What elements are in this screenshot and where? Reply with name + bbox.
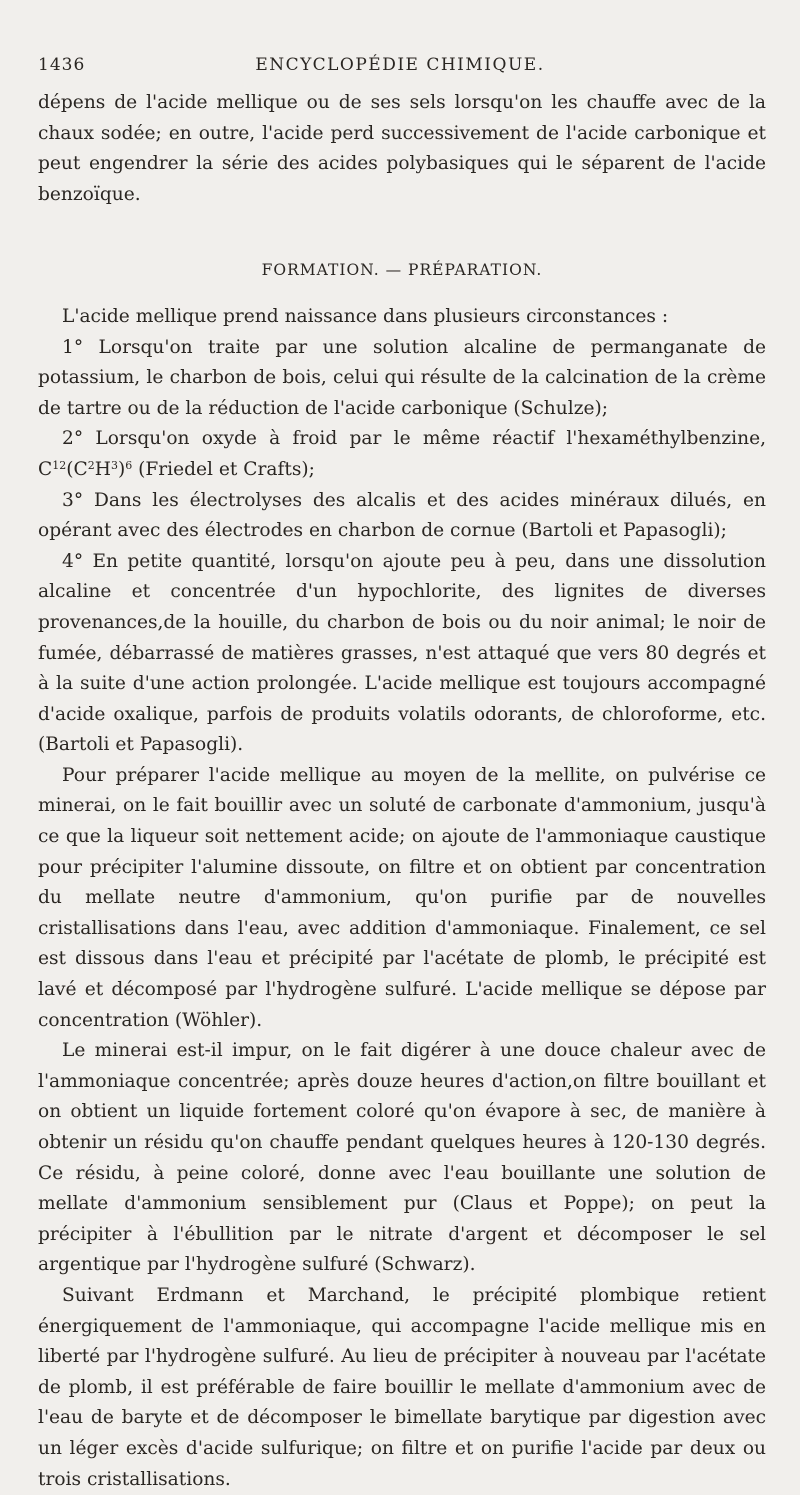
list-item-4: 4° En petite quantité, lorsqu'on ajoute peu à peu, dans une dissolution alcaline et concentrée d'un hypochlorite, des lignites de diverses provenances,de la houille, du charbon de bois ou du noir animal; le noir de fumée, débarrassé de matières grasses, n'est attaqué que vers 80 degrés et à la suite d'une action prolongée. L'acide mellique est toujours accompagné d'acide oxalique, parfois de produits volatils odorants, de chloroforme, etc. (Bartoli et Papasogli). <box>38 550 766 756</box>
section-heading: FORMATION. — PRÉPARATION. <box>261 261 543 280</box>
impure-mineral-paragraph: Le minerai est-il impur, on le fait digérer à une douce chaleur avec de l'ammoniaque concentrée; après douze heures d'action,on filtre bouillant et on obtient un liquide fortement coloré qu'on évapore à sec, de manière à obtenir un résidu qu'on chauffe pendant quelques heures à 120-130 degrés. Ce résidu, à peine coloré, donne avec l'eau bouillante une solution de mellate d'ammonium sensiblement pur (Claus et Poppe); on peut la précipiter à l'ébullition par le nitrate d'argent et décomposer le sel argentique par l'hydrogène sulfuré (Schwarz). <box>38 1040 766 1276</box>
preparation-paragraph: Pour préparer l'acide mellique au moyen de la mellite, on pulvérise ce minerai, on le fait bouillir avec un soluté de carbonate d'ammonium, jusqu'à ce que la liqueur soit nettement acide; on ajoute de l'ammoniaque caustique pour précipiter l'alumine dissoute, on filtre et on obtient par concentration du mellate neutre d'ammonium, qu'on purifie par de nouvelles cristallisations dans l'eau, avec addition d'ammoniaque. Finalement, ce sel est dissous dans l'eau et précipité par l'acétate de plomb, le précipité est lavé et décomposé par l'hydrogène sulfuré. L'acide mellique se dépose par concentration (Wöhler). <box>38 764 766 1031</box>
list-item-1: 1° Lorsqu'on traite par une solution alcaline de permanganate de potassium, le charbon de bois, celui qui résulte de la calcination de la crème de tartre ou de la réduction de l'acide carbonique (Schulze); <box>38 336 766 419</box>
list-item-2-text: 2° Lorsqu'on oxyde à froid par le même réactif l'hexaméthylbenzine, <box>62 428 766 450</box>
erdmann-paragraph: Suivant Erdmann et Marchand, le précipité plombique retient énergiquement de l'ammoniaque, qui accompagne l'acide mellique mis en liberté par l'hydrogène sulfuré. Au lieu de précipiter à nouveau par l'acétate de plomb, il est préférable de faire bouillir le mellate d'ammonium avec de l'eau de baryte et de décomposer le bimellate barytique par digestion avec un léger excès d'acide sulfurique; on filtre et on purifie l'acide par deux ou trois cristallisations. <box>38 1284 766 1490</box>
chemical-formula: $C^{12}(C^2H^3)^6$ <box>38 458 133 480</box>
intro-paragraph: dépens de l'acide mellique ou de ses sels lorsqu'on les chauffe avec de la chaux sodée; en outre, l'acide perd successivement de l'acide carbonique et peut engendrer la série des acides polybasiques qui le séparent de l'acide benzoïque. <box>38 92 766 205</box>
list-item-2 <box>38 424 766 485</box>
lead-paragraph: L'acide mellique prend naissance dans plusieurs circonstances : <box>62 305 669 327</box>
list-item-2-citation: (Friedel et Crafts); <box>138 458 315 480</box>
running-title: ENCYCLOPÉDIE CHIMIQUE. <box>255 55 545 75</box>
page-number: 1436 <box>38 55 86 75</box>
running-header <box>38 55 762 79</box>
body-text <box>38 88 766 1495</box>
list-item-3: 3° Dans les électrolyses des alcalis et des acides minéraux dilués, en opérant avec des électrodes en charbon de cornue (Bartoli et Papasogli); <box>38 489 766 542</box>
